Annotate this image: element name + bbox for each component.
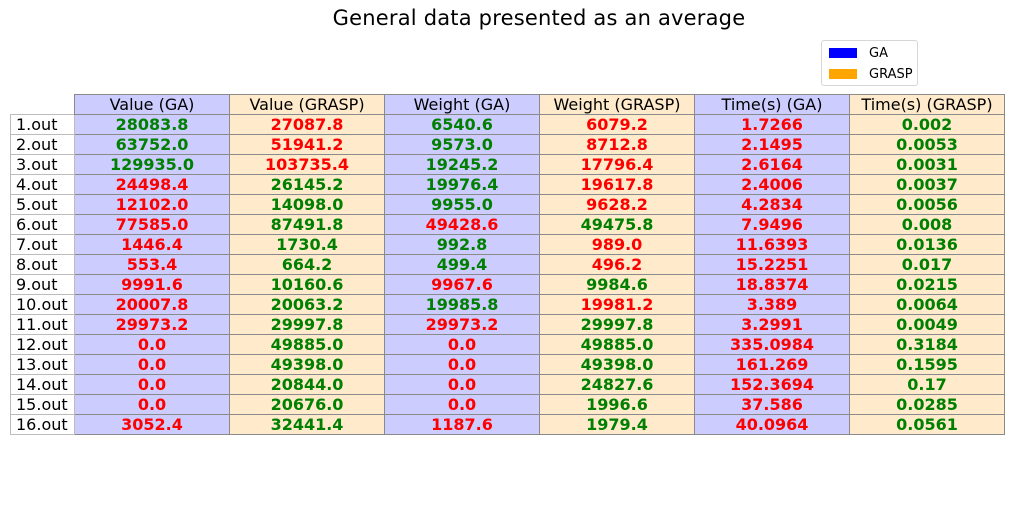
table-cell: 20844.0 (230, 375, 385, 395)
table-cell: 1730.4 (230, 235, 385, 255)
table-cell: 77585.0 (75, 215, 230, 235)
table-cell: 0.1595 (850, 355, 1005, 375)
table-cell: 1.7266 (695, 115, 850, 135)
table-cell: 49885.0 (540, 335, 695, 355)
table-row (11, 195, 1005, 215)
table-cell: 1187.6 (385, 415, 540, 435)
table-cell: 7.9496 (695, 215, 850, 235)
table-row (11, 175, 1005, 195)
table-cell: 20063.2 (230, 295, 385, 315)
table-cell: 19976.4 (385, 175, 540, 195)
table-row (11, 315, 1005, 335)
table-row (11, 255, 1005, 275)
table-row (11, 375, 1005, 395)
table-cell: 103735.4 (230, 155, 385, 175)
table-cell: 0.17 (850, 375, 1005, 395)
table-cell: 1979.4 (540, 415, 695, 435)
row-label: 13.out (11, 355, 75, 375)
row-label: 16.out (11, 415, 75, 435)
table-row (11, 235, 1005, 255)
table-cell: 28083.8 (75, 115, 230, 135)
table-cell: 989.0 (540, 235, 695, 255)
table-cell: 0.0049 (850, 315, 1005, 335)
table-cell: 4.2834 (695, 195, 850, 215)
legend-entry-grasp (829, 67, 913, 81)
row-label: 12.out (11, 335, 75, 355)
table-cell: 0.3184 (850, 335, 1005, 355)
table-cell: 10160.6 (230, 275, 385, 295)
table-row (11, 295, 1005, 315)
table-cell: 63752.0 (75, 135, 230, 155)
table-cell: 0.0064 (850, 295, 1005, 315)
table-cell: 40.0964 (695, 415, 850, 435)
legend-entry-ga (829, 46, 888, 60)
row-label: 9.out (11, 275, 75, 295)
table-cell: 3.389 (695, 295, 850, 315)
table-cell: 496.2 (540, 255, 695, 275)
table-cell: 19981.2 (540, 295, 695, 315)
table-cell: 0.0037 (850, 175, 1005, 195)
table-cell: 3052.4 (75, 415, 230, 435)
table-cell: 11.6393 (695, 235, 850, 255)
table-cell: 3.2991 (695, 315, 850, 335)
table-cell: 26145.2 (230, 175, 385, 195)
legend-swatch-grasp (829, 69, 857, 79)
column-header: Weight (GRASP) (540, 95, 695, 115)
table-cell: 335.0984 (695, 335, 850, 355)
row-label: 15.out (11, 395, 75, 415)
table-cell: 9628.2 (540, 195, 695, 215)
table-row (11, 275, 1005, 295)
table-cell: 24827.6 (540, 375, 695, 395)
row-label: 5.out (11, 195, 75, 215)
row-label: 11.out (11, 315, 75, 335)
table-cell: 0.017 (850, 255, 1005, 275)
row-label: 8.out (11, 255, 75, 275)
table-cell: 49398.0 (230, 355, 385, 375)
table-cell: 51941.2 (230, 135, 385, 155)
table-cell: 12102.0 (75, 195, 230, 215)
table-cell: 14098.0 (230, 195, 385, 215)
table-cell: 19985.8 (385, 295, 540, 315)
table-cell: 1996.6 (540, 395, 695, 415)
table-row (11, 395, 1005, 415)
table-body (11, 115, 1005, 435)
table-cell: 49475.8 (540, 215, 695, 235)
row-label: 7.out (11, 235, 75, 255)
legend-label-ga: GA (869, 45, 888, 61)
table-cell: 499.4 (385, 255, 540, 275)
table-cell: 0.008 (850, 215, 1005, 235)
table-cell: 9991.6 (75, 275, 230, 295)
table-cell: 553.4 (75, 255, 230, 275)
table-cell: 87491.8 (230, 215, 385, 235)
table-cell: 6079.2 (540, 115, 695, 135)
table-cell: 0.002 (850, 115, 1005, 135)
table-cell: 0.0561 (850, 415, 1005, 435)
table-row (11, 215, 1005, 235)
legend-swatch-ga (829, 48, 857, 58)
table-cell: 18.8374 (695, 275, 850, 295)
table-cell: 0.0056 (850, 195, 1005, 215)
column-header: Time(s) (GA) (695, 95, 850, 115)
column-header: Weight (GA) (385, 95, 540, 115)
table-cell: 20007.8 (75, 295, 230, 315)
table-cell: 992.8 (385, 235, 540, 255)
row-label: 1.out (11, 115, 75, 135)
table-cell: 49398.0 (540, 355, 695, 375)
table-cell: 0.0 (385, 395, 540, 415)
table-cell: 9967.6 (385, 275, 540, 295)
table-cell: 0.0136 (850, 235, 1005, 255)
row-label: 3.out (11, 155, 75, 175)
header-row (11, 95, 1005, 115)
table-cell: 0.0 (75, 355, 230, 375)
table-cell: 0.0031 (850, 155, 1005, 175)
table-cell: 19617.8 (540, 175, 695, 195)
row-label: 14.out (11, 375, 75, 395)
table-row (11, 335, 1005, 355)
table-cell: 0.0 (385, 375, 540, 395)
table-cell: 2.4006 (695, 175, 850, 195)
legend-label-grasp: GRASP (869, 66, 913, 82)
table-cell: 29997.8 (540, 315, 695, 335)
table-cell: 664.2 (230, 255, 385, 275)
table-cell: 6540.6 (385, 115, 540, 135)
table-cell: 17796.4 (540, 155, 695, 175)
table-row (11, 355, 1005, 375)
table-cell: 0.0285 (850, 395, 1005, 415)
table-cell: 29973.2 (385, 315, 540, 335)
table-cell: 29973.2 (75, 315, 230, 335)
table-cell: 0.0 (385, 355, 540, 375)
column-header: Time(s) (GRASP) (850, 95, 1005, 115)
table-cell: 29997.8 (230, 315, 385, 335)
table-cell: 0.0 (75, 375, 230, 395)
table-cell: 152.3694 (695, 375, 850, 395)
table-row (11, 155, 1005, 175)
table-cell: 8712.8 (540, 135, 695, 155)
row-label: 2.out (11, 135, 75, 155)
results-table (10, 94, 1005, 435)
table-cell: 32441.4 (230, 415, 385, 435)
row-label: 4.out (11, 175, 75, 195)
table-row (11, 115, 1005, 135)
table-cell: 9984.6 (540, 275, 695, 295)
table-cell: 19245.2 (385, 155, 540, 175)
corner-cell (11, 95, 75, 115)
table-cell: 2.6164 (695, 155, 850, 175)
chart-title: General data presented as an average (332, 6, 746, 30)
table-cell: 49428.6 (385, 215, 540, 235)
row-label: 10.out (11, 295, 75, 315)
table-cell: 15.2251 (695, 255, 850, 275)
table-cell: 24498.4 (75, 175, 230, 195)
row-label: 6.out (11, 215, 75, 235)
table-cell: 0.0 (385, 335, 540, 355)
legend (821, 40, 918, 86)
table-row (11, 135, 1005, 155)
table-cell: 37.586 (695, 395, 850, 415)
table-cell: 9573.0 (385, 135, 540, 155)
table-cell: 27087.8 (230, 115, 385, 135)
table-row (11, 415, 1005, 435)
table-cell: 1446.4 (75, 235, 230, 255)
table-cell: 0.0215 (850, 275, 1005, 295)
table-cell: 161.269 (695, 355, 850, 375)
table-cell: 0.0053 (850, 135, 1005, 155)
table-cell: 2.1495 (695, 135, 850, 155)
column-header: Value (GA) (75, 95, 230, 115)
table-cell: 49885.0 (230, 335, 385, 355)
table-cell: 0.0 (75, 335, 230, 355)
table-cell: 20676.0 (230, 395, 385, 415)
table-cell: 129935.0 (75, 155, 230, 175)
table-cell: 9955.0 (385, 195, 540, 215)
table-cell: 0.0 (75, 395, 230, 415)
column-header: Value (GRASP) (230, 95, 385, 115)
